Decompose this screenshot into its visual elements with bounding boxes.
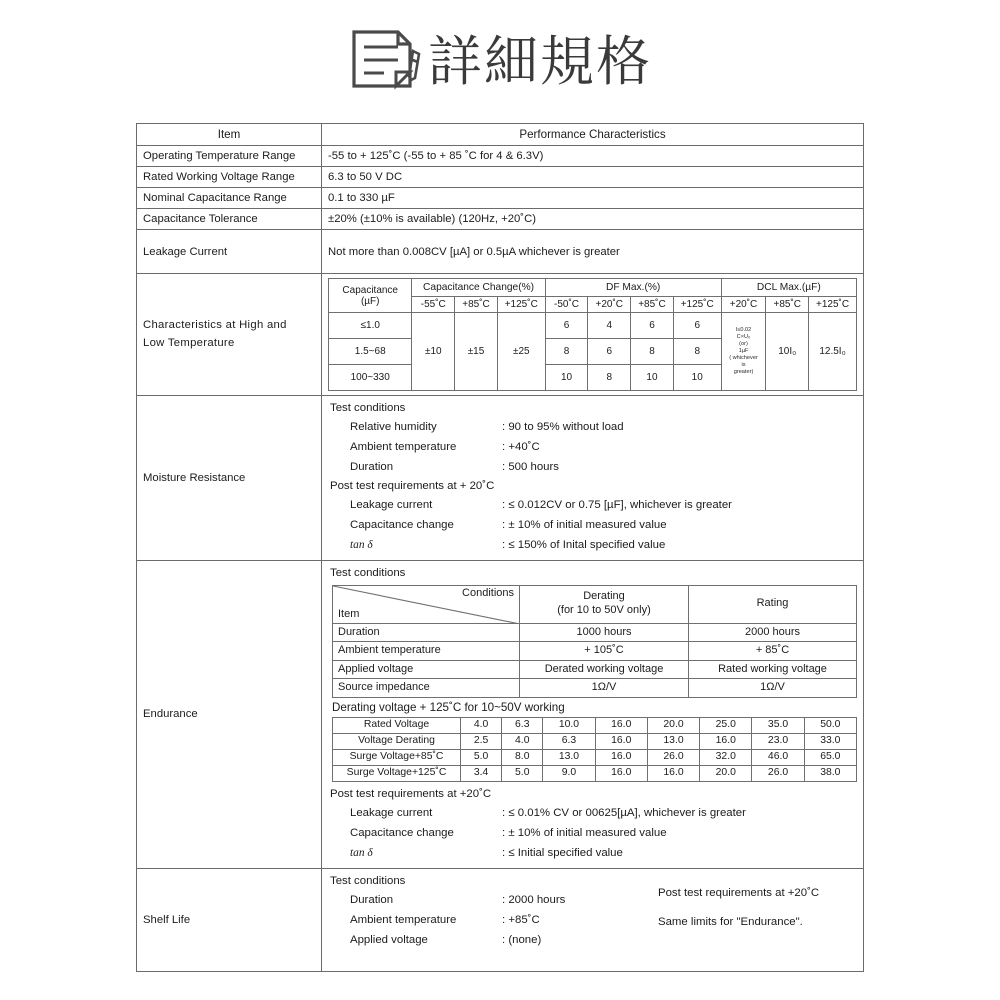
characteristics-cell <box>322 274 864 396</box>
post-value: : ≤ 0.012CV or 0.75 [µF], whichever is greater <box>502 498 732 511</box>
table-row <box>137 167 864 188</box>
post-value: : ± 10% of initial measured value <box>502 518 667 531</box>
list-item <box>328 844 857 864</box>
derate-value: 35.0 <box>752 718 804 734</box>
derate-value: 33.0 <box>804 734 856 750</box>
dcl-note-line: greater) <box>733 368 754 375</box>
moisture-conditions-list <box>328 418 857 478</box>
diagonal-header-cell <box>333 585 520 623</box>
shelf-life-content <box>322 868 864 971</box>
table-row <box>137 209 864 230</box>
row-label: Capacitance Tolerance <box>137 209 322 230</box>
row-label: Leakage Current <box>137 230 322 274</box>
df-value: 10 <box>545 365 588 391</box>
post-value: : ≤ 0.01% CV or 00625[µA], whichever is greater <box>502 806 746 819</box>
temp-dcl-0: +20˚C <box>721 297 766 313</box>
endurance-content <box>322 560 864 868</box>
derating-title: Derating <box>583 590 625 603</box>
derate-value: 32.0 <box>700 749 752 765</box>
group-dcl-max: DCL Max.(µF) <box>721 279 856 297</box>
list-item <box>328 891 658 911</box>
condition-value: : +85˚C <box>502 913 540 926</box>
row-value: Not more than 0.008CV [µA] or 0.5µA whichever is greater <box>322 230 864 274</box>
cap-change-0: ±10 <box>412 313 455 391</box>
cond-derating: 1Ω/V <box>520 679 689 698</box>
cond-col-derating <box>520 585 689 623</box>
table-row-shelf-life <box>137 868 864 971</box>
table-row <box>137 146 864 167</box>
post-key: Capacitance change <box>350 826 454 839</box>
row-value: -55 to + 125˚C (-55 to + 85 ˚C for 4 & 6.3V) <box>322 146 864 167</box>
derate-value: 4.0 <box>502 734 543 750</box>
shelf-same-limits-note: Same limits for "Endurance". <box>658 915 803 928</box>
nested-header-group-row <box>329 279 857 297</box>
derate-value: 16.0 <box>700 734 752 750</box>
derate-value: 6.3 <box>502 718 543 734</box>
derate-value: 26.0 <box>752 765 804 781</box>
temp-cap-2: +125˚C <box>497 297 545 313</box>
list-item <box>328 516 857 536</box>
dcl-note-line: I≤0.02 <box>735 327 752 334</box>
derate-value: 13.0 <box>647 734 699 750</box>
list-item <box>328 418 857 438</box>
row-label-endurance: Endurance <box>137 560 322 868</box>
derate-value: 20.0 <box>647 718 699 734</box>
shelf-lead-conditions: Test conditions <box>330 874 406 887</box>
derate-value: 16.0 <box>595 765 647 781</box>
cond-derating: 1000 hours <box>520 623 689 642</box>
list-item <box>328 824 857 844</box>
condition-key: Duration <box>350 460 394 473</box>
table-row-endurance <box>137 560 864 868</box>
temp-cap-0: -55˚C <box>412 297 455 313</box>
row-label: Rated Working Voltage Range <box>137 167 322 188</box>
group-df-max: DF Max.(%) <box>545 279 721 297</box>
derate-value: 4.0 <box>461 718 502 734</box>
cond-key: Applied voltage <box>333 660 520 679</box>
derate-value: 25.0 <box>700 718 752 734</box>
endurance-lead-post-test: Post test requirements at +20˚C <box>330 787 492 800</box>
temp-dcl-2: +125˚C <box>809 297 857 313</box>
moisture-content <box>322 396 864 561</box>
derate-row <box>333 765 857 781</box>
cond-rating: 2000 hours <box>689 623 857 642</box>
condition-key: Relative humidity <box>350 420 437 433</box>
derate-row <box>333 718 857 734</box>
moisture-post-list <box>328 496 857 556</box>
cond-row <box>333 679 857 698</box>
list-item <box>328 496 857 516</box>
list-item <box>328 438 857 458</box>
group-capacitance-change: Capacitance Change(%) <box>412 279 545 297</box>
cond-rating: 1Ω/V <box>689 679 857 698</box>
header-item: Item <box>137 124 322 146</box>
post-value: : ≤ Initial specified value <box>502 846 623 859</box>
cap-change-2: ±25 <box>497 313 545 391</box>
condition-key: Duration <box>350 893 394 906</box>
df-value: 6 <box>588 339 631 365</box>
cond-col-rating: Rating <box>689 585 857 623</box>
df-value: 8 <box>673 339 721 365</box>
condition-value: : 90 to 95% without load <box>502 420 624 433</box>
endurance-conditions-table <box>332 585 857 698</box>
shelf-conditions-list <box>328 891 658 951</box>
nested-data-row <box>329 313 857 339</box>
derate-value: 8.0 <box>502 749 543 765</box>
row-value: 6.3 to 50 V DC <box>322 167 864 188</box>
derate-key: Surge Voltage+125˚C <box>333 765 461 781</box>
df-value: 6 <box>631 313 674 339</box>
list-item <box>328 536 857 556</box>
temp-df-2: +85˚C <box>631 297 674 313</box>
condition-value: : 500 hours <box>502 460 559 473</box>
post-key: Leakage current <box>350 806 433 819</box>
list-item <box>328 911 658 931</box>
shelf-post-test-note: Post test requirements at +20˚C <box>658 886 820 899</box>
df-value: 4 <box>588 313 631 339</box>
characteristics-label-line2: Low Temperature <box>143 336 235 349</box>
derate-value: 5.0 <box>502 765 543 781</box>
endurance-post-list <box>328 804 857 864</box>
list-item <box>328 931 658 951</box>
nested-col-capacitance <box>329 279 412 313</box>
cap-range: 1.5~68 <box>329 339 412 365</box>
list-item <box>328 804 857 824</box>
moisture-lead-conditions: Test conditions <box>330 402 406 414</box>
derate-value: 6.3 <box>543 734 595 750</box>
df-value: 10 <box>673 365 721 391</box>
cond-row <box>333 642 857 661</box>
df-value: 8 <box>545 339 588 365</box>
temp-df-0: -50˚C <box>545 297 588 313</box>
cond-rating: Rated working voltage <box>689 660 857 679</box>
temp-dcl-1: +85˚C <box>766 297 809 313</box>
capacitance-unit: (µF) <box>360 295 380 307</box>
document-pen-icon <box>348 28 422 95</box>
row-label-moisture: Moisture Resistance <box>137 396 322 561</box>
derate-row <box>333 749 857 765</box>
cap-range: 100~330 <box>329 365 412 391</box>
characteristics-nested-table <box>328 278 857 391</box>
derate-value: 3.4 <box>461 765 502 781</box>
derate-value: 20.0 <box>700 765 752 781</box>
condition-key: Ambient temperature <box>350 913 457 926</box>
post-value: : ± 10% of initial measured value <box>502 826 667 839</box>
dcl-125: 12.5I₀ <box>809 313 857 391</box>
dcl-note-line: ( whichever <box>729 354 758 361</box>
condition-key: Ambient temperature <box>350 440 457 453</box>
header-performance: Performance Characteristics <box>322 124 864 146</box>
derate-value: 16.0 <box>595 718 647 734</box>
shelf-life-columns <box>328 873 857 951</box>
table-header-row <box>137 124 864 146</box>
row-value: ±20% (±10% is available) (120Hz, +20˚C) <box>322 209 864 230</box>
row-value: 0.1 to 330 µF <box>322 188 864 209</box>
dcl-note-line: (or) <box>739 341 748 348</box>
row-label: Nominal Capacitance Range <box>137 188 322 209</box>
conditions-label: Conditions <box>462 586 514 599</box>
derating-voltage-table <box>332 717 857 782</box>
derate-value: 50.0 <box>804 718 856 734</box>
cond-derating: + 105˚C <box>520 642 689 661</box>
temp-df-1: +20˚C <box>588 297 631 313</box>
post-key: Leakage current <box>350 498 433 511</box>
derating-voltage-heading: Derating voltage + 125˚C for 10~50V working <box>332 700 565 714</box>
moisture-lead-post-test: Post test requirements at + 20˚C <box>330 479 495 492</box>
df-value: 8 <box>631 339 674 365</box>
cond-header-row <box>333 585 857 623</box>
condition-value: : +40˚C <box>502 440 540 453</box>
derate-value: 65.0 <box>804 749 856 765</box>
derate-value: 16.0 <box>595 749 647 765</box>
dcl-85: 10I₀ <box>766 313 809 391</box>
post-key: tan δ <box>350 538 373 551</box>
page-title: 詳細規格 <box>428 29 652 93</box>
df-value: 6 <box>545 313 588 339</box>
capacitance-label: Capacitance <box>342 284 398 296</box>
row-label: Operating Temperature Range <box>137 146 322 167</box>
df-value: 10 <box>631 365 674 391</box>
condition-value: : (none) <box>502 933 542 946</box>
cond-key: Source impedance <box>333 679 520 698</box>
derating-subtitle: (for 10 to 50V only) <box>557 604 651 617</box>
condition-key: Applied voltage <box>350 933 428 946</box>
row-label-shelf-life: Shelf Life <box>137 868 322 971</box>
derate-value: 13.0 <box>543 749 595 765</box>
temp-cap-1: +85˚C <box>455 297 498 313</box>
df-value: 8 <box>588 365 631 391</box>
derate-row <box>333 734 857 750</box>
cap-change-1: ±15 <box>455 313 498 391</box>
cap-range: ≤1.0 <box>329 313 412 339</box>
table-row-characteristics <box>137 274 864 396</box>
cond-row <box>333 660 857 679</box>
characteristics-label-line1: Characteristics at High and <box>143 319 287 331</box>
derate-value: 38.0 <box>804 765 856 781</box>
cond-key: Duration <box>333 623 520 642</box>
table-row-leakage-current <box>137 230 864 274</box>
derate-value: 16.0 <box>647 765 699 781</box>
derate-key: Surge Voltage+85˚C <box>333 749 461 765</box>
endurance-lead-conditions: Test conditions <box>330 566 406 579</box>
derate-key: Rated Voltage <box>333 718 461 734</box>
df-value: 6 <box>673 313 721 339</box>
derate-value: 9.0 <box>543 765 595 781</box>
post-key: Capacitance change <box>350 518 454 531</box>
derate-value: 2.5 <box>461 734 502 750</box>
cond-rating: + 85˚C <box>689 642 857 661</box>
row-label-characteristics <box>137 274 322 396</box>
dcl-note <box>721 313 766 391</box>
derate-value: 46.0 <box>752 749 804 765</box>
derate-key: Voltage Derating <box>333 734 461 750</box>
temp-df-3: +125˚C <box>673 297 721 313</box>
item-label: Item <box>338 608 360 621</box>
shelf-life-left <box>328 873 658 951</box>
derate-value: 16.0 <box>595 734 647 750</box>
dcl-note-line: C×U₀ <box>736 334 751 341</box>
derate-value: 5.0 <box>461 749 502 765</box>
derate-value: 23.0 <box>752 734 804 750</box>
cond-derating: Derated working voltage <box>520 660 689 679</box>
table-row-moisture-resistance <box>137 396 864 561</box>
cond-key: Ambient temperature <box>333 642 520 661</box>
derate-value: 26.0 <box>647 749 699 765</box>
dcl-note-line: is <box>741 361 746 368</box>
page-header <box>0 28 1000 95</box>
condition-value: : 2000 hours <box>502 893 566 906</box>
specification-table <box>136 123 864 972</box>
dcl-note-line: 1µF <box>738 348 749 354</box>
post-key: tan δ <box>350 846 373 859</box>
table-row <box>137 188 864 209</box>
post-value: : ≤ 150% of Inital specified value <box>502 538 666 551</box>
list-item <box>328 458 857 478</box>
shelf-life-right <box>658 873 857 951</box>
derate-value: 10.0 <box>543 718 595 734</box>
cond-row <box>333 623 857 642</box>
